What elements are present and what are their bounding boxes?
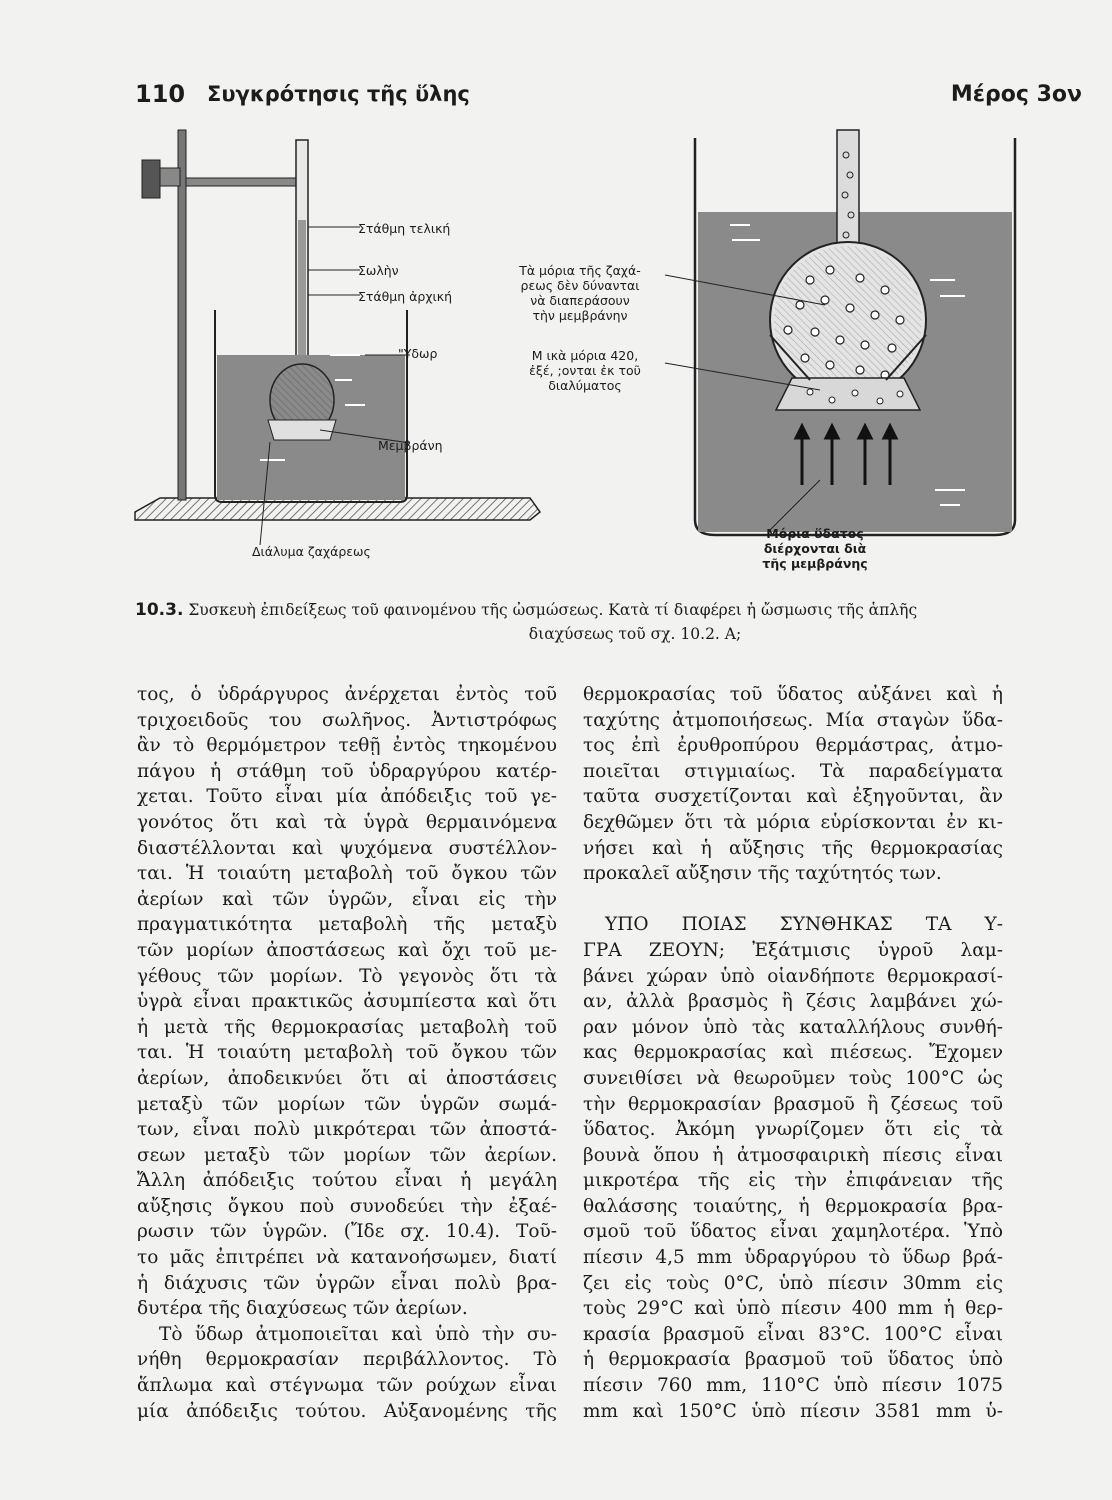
- text-line: τος, ὁ ὑδράργυρος ἀνέρχεται ἐντὸς τοῦ: [137, 684, 557, 705]
- text-line: δυτέρα τῆς διαχύσεως τῶν ἀερίων.: [137, 1298, 468, 1320]
- text-line: χεται. Τοῦτο εἶναι μία ἀπόδειξις τοῦ γε-: [137, 786, 557, 808]
- caption-line-2: διαχύσεως τοῦ σχ. 10.2. Α;: [528, 625, 742, 643]
- label-water-molecules: Μόρια ὕδατος διέρχονται διὰ τῆς μεμβράνης: [762, 526, 868, 571]
- text-line: βάνει χώραν ὑπὸ οἱανδήποτε θερμοκρασί-: [583, 965, 1003, 987]
- text-line: σεων μεταξὺ τῶν μορίων τῶν ἀερίων.: [137, 1144, 557, 1166]
- text-line: τῶν μορίων ἀποστάσεως καὶ ὄχι τοῦ με-: [137, 939, 557, 961]
- text-line: γέθους τῶν μορίων. Τὸ γεγονὸς ὅτι τὰ: [137, 965, 557, 987]
- text-line: ταῦτα συσχετίζονται καὶ ἐξηγοῦνται, ἂν: [583, 786, 1003, 808]
- text-line: μεταξὺ τῶν μορίων τῶν ὑγρῶν σωμά-: [137, 1093, 557, 1115]
- label-few-molecules: Μ ικὰ μόρια 420, ἐξέ, ;ονται ἐκ τοῦ διαλύματος: [529, 348, 641, 393]
- text-line: μία ἀπόδειξις τούτου. Αὐξανομένης τῆς: [137, 1400, 557, 1422]
- chapter-title: Συγκρότησις τῆς ὕλης: [207, 82, 470, 106]
- text-line: συνειθίσει νὰ θεωροῦμεν τοὺς 100°C ὡς: [583, 1067, 1003, 1089]
- text-line: ἡ διάχυσις τῶν ὑγρῶν εἶναι πολὺ βρα-: [137, 1272, 557, 1294]
- text-line: σμοῦ τοῦ ὕδατος εἶναι χαμηλοτέρα. Ὑπὸ: [583, 1221, 1003, 1243]
- text-line: ται. Ἡ τοιαύτη μεταβολὴ τοῦ ὄγκου τῶν: [137, 863, 557, 885]
- text-line: τοὺς 29°C καὶ ὑπὸ πίεσιν 400 mm ἡ θερ-: [583, 1298, 1003, 1320]
- text-line: ταχύτης ἀτμοποιήσεως. Μία σταγὼν ὕδα-: [583, 709, 1003, 731]
- text-line: το μᾶς ἐπιτρέπει νὰ κατανοήσωμεν, διατί: [137, 1247, 557, 1269]
- text-line: ἡ θερμοκρασία βρασμοῦ τοῦ ὕδατος ὑπὸ: [583, 1349, 1003, 1371]
- text-line: κας θερμοκρασίας καὶ πιέσεως. Ἔχομεν: [583, 1042, 1003, 1064]
- text-line: αὔξησις ὄγκου ποὺ συνοδεύει τὴν ἐξαέ-: [137, 1195, 557, 1217]
- text-line: τριχοειδοῦς του σωλῆνος. Ἀντιστρόφως: [137, 709, 557, 731]
- text-line: ἅπλωμα καὶ στέγνωμα τῶν ρούχων εἶναι: [137, 1375, 557, 1397]
- left-text-column: [137, 682, 557, 1424]
- text-line: προκαλεῖ αὔξησιν τῆς ταχύτητός των.: [583, 863, 942, 885]
- osmosis-figure: [120, 120, 1040, 590]
- text-line: ὕδατος. Ἀκόμη γνωρίζομεν ὅτι εἰς τὰ: [583, 1119, 1003, 1141]
- page-number: 110: [135, 80, 186, 108]
- text-line: νήθη θερμοκρασίαν περιβάλλοντος. Τὸ: [137, 1349, 557, 1371]
- text-line: ἂν τὸ θερμόμετρον τεθῇ ἐντὸς τηκομένου: [137, 735, 557, 757]
- text-line: διαστέλλονται καὶ ψυχόμενα συστέλλον-: [137, 837, 557, 859]
- part-label: Μέρος 3ον: [950, 82, 1082, 107]
- text-line: ἀερίων, ἀποδεικνύει ὅτι αἱ ἀποστάσεις: [137, 1067, 557, 1089]
- text-line: κρασία βρασμοῦ εἶναι 83°C. 100°C εἶναι: [583, 1323, 1003, 1345]
- caption-line-1: Συσκευὴ ἐπιδείξεως τοῦ φαινομένου τῆς ὠσμώσεως. Κατὰ τί διαφέρει ἡ ὤσμωσις τῆς ἁπλῆς: [188, 601, 918, 619]
- text-line: των, εἶναι πολὺ μικρότεραι τῶν ἀποστά-: [137, 1119, 557, 1141]
- text-line: ΓΡΑ ΖΕΟΥΝ; Ἐξάτμισις ὑγροῦ λαμ-: [583, 939, 1003, 961]
- text-line: βουνὰ ὅπου ἡ ἀτμοσφαιρικὴ πίεσις εἶναι: [583, 1144, 1003, 1166]
- right-text-column: [583, 682, 1003, 1424]
- text-line: πάγου ἡ στάθμη τοῦ ὑδραργύρου κατέρ-: [137, 760, 557, 782]
- label-tube: Σωλὴν: [358, 263, 399, 278]
- text-line: ποιεῖται στιγμιαίως. Τὰ παραδείγματα: [583, 760, 1003, 782]
- figure-caption: [135, 598, 1015, 646]
- text-line: mm καὶ 150°C ὑπὸ πίεσιν 3581 mm ὑ-: [583, 1400, 1003, 1422]
- text-line: δεχθῶμεν ὅτι τὰ μόρια εὑρίσκονται ἐν κι-: [583, 811, 1003, 833]
- text-line: τὴν θερμοκρασίαν βρασμοῦ ἢ ζέσεως τοῦ: [583, 1093, 1003, 1115]
- text-line-blank: [583, 887, 1003, 913]
- text-line: πίεσιν 760 mm, 110°C ὑπὸ πίεσιν 1075: [583, 1375, 1003, 1397]
- running-head: [135, 80, 1092, 120]
- text-line: πραγματικότητα μεταβολὴ τῆς μεταξὺ: [137, 914, 557, 936]
- text-line: ὑγρὰ εἶναι πρακτικῶς ἀσυμπίεστα καὶ ὅτι: [137, 991, 557, 1013]
- text-line: θαλάσσης τοιαύτης, ἡ θερμοκρασία βρα-: [583, 1195, 1003, 1217]
- label-membrane: Μεμβράνη: [378, 438, 443, 453]
- figure-number: 10.3.: [135, 600, 184, 620]
- label-final-level: Στάθμη τελική: [358, 221, 451, 236]
- label-initial-level: Στάθμη ἀρχική: [358, 289, 453, 304]
- text-line: ραν μόνον ὑπὸ τὰς καταλλήλους συνθή-: [583, 1016, 1003, 1038]
- text-line: θερμοκρασίας τοῦ ὕδατος αὐξάνει καὶ ἡ: [583, 684, 1003, 705]
- text-line: ἡ μετὰ τῆς θερμοκρασίας μεταβολὴ τοῦ: [137, 1016, 557, 1038]
- label-sugar-solution: Διάλυμα ζαχάρεως: [252, 544, 371, 559]
- section-heading-line: ΥΠΟ ΠΟΙΑΣ ΣΥΝΘΗΚΑΣ ΤΑ Υ-: [605, 914, 1003, 936]
- text-line: ἀερίων καὶ τῶν ὑγρῶν, εἶναι εἰς τὴν: [137, 888, 557, 910]
- text-line: πίεσιν 4,5 mm ὑδραργύρου τὸ ὕδωρ βρά-: [583, 1247, 1003, 1269]
- text-line: ρωσιν τῶν ὑγρῶν. (Ἴδε σχ. 10.4). Τοῦ-: [137, 1221, 557, 1243]
- text-line: Ἄλλη ἀπόδειξις τούτου εἶναι ἡ μεγάλη: [137, 1170, 557, 1192]
- text-line: νήσει καὶ ἡ αὔξησις τῆς θερμοκρασίας: [583, 837, 1003, 859]
- text-line: γονότος ὅτι καὶ τὰ ὑγρὰ θερμαινόμενα: [137, 811, 557, 833]
- label-sugar-molecules: Τὰ μόρια τῆς ζαχά- ρεως δὲν δύνανται νὰ διαπεράσουν τὴν μεμβράνην: [519, 263, 641, 323]
- text-line: Τὸ ὕδωρ ἀτμοποιεῖται καὶ ὑπὸ τὴν συ-: [159, 1323, 557, 1345]
- text-line: ται. Ἡ τοιαύτη μεταβολὴ τοῦ ὄγκου τῶν: [137, 1042, 557, 1064]
- text-line: ζει εἰς τοὺς 0°C, ὑπὸ πίεσιν 30mm εἰς: [583, 1272, 1003, 1294]
- label-water: "Υδωρ: [398, 346, 438, 361]
- text-line: τος ἐπὶ ἐρυθροπύρου θερμάστρας, ἀτμο-: [583, 735, 1003, 757]
- text-line: αν, ἀλλὰ βρασμὸς ἢ ζέσις λαμβάνει χώ-: [583, 991, 1003, 1013]
- text-line: μικροτέρα τῆς εἰς τὴν ἐπιφάνειαν τῆς: [583, 1170, 1003, 1192]
